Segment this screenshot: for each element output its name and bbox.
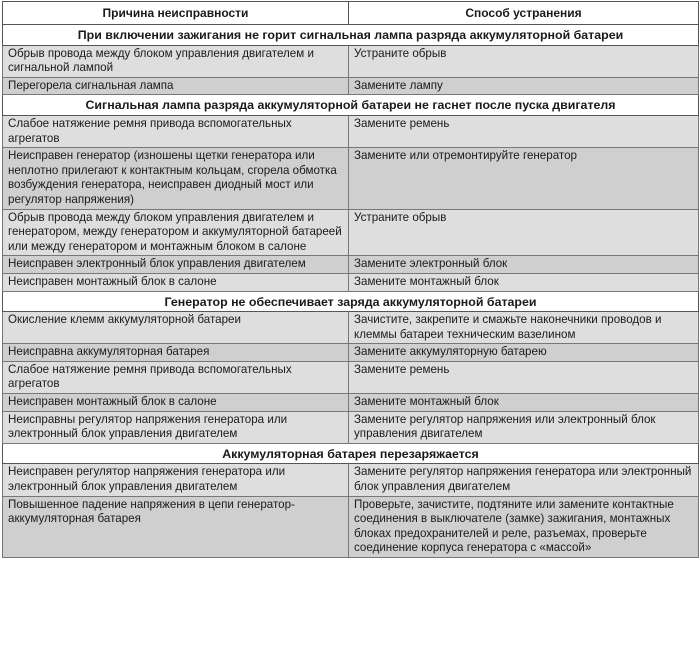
section-heading (3, 95, 699, 116)
remedy-cell: Замените монтажный блок (349, 273, 699, 291)
cause-cell: Неисправен генератор (изношены щетки генератора или неплотно прилегают к контактным кольцам, сгорела обмотка возбуждения генератора, неисправен диодный мост или регулятор напряжения) (3, 148, 349, 209)
remedy-cell: Устраните обрыв (349, 209, 699, 256)
cause-cell: Обрыв провода между блоком управления двигателем и сигнальной лампой (3, 45, 349, 77)
section-title: Сигнальная лампа разряда аккумуляторной батареи не гаснет после пуска двигателя (3, 95, 699, 116)
table-row (3, 361, 699, 393)
table-row (3, 394, 699, 412)
section-title: Генератор не обеспечивает заряда аккумуляторной батареи (3, 291, 699, 312)
section-heading (3, 25, 699, 46)
section-heading (3, 443, 699, 464)
table-header-row (3, 2, 699, 25)
cause-cell: Неисправен монтажный блок в салоне (3, 273, 349, 291)
remedy-cell: Замените ремень (349, 361, 699, 393)
cause-cell: Неисправна аккумуляторная батарея (3, 344, 349, 362)
cause-cell: Слабое натяжение ремня привода вспомогательных агрегатов (3, 115, 349, 147)
remedy-cell: Замените ремень (349, 115, 699, 147)
remedy-cell: Проверьте, зачистите, подтяните или замените контактные соединения в выключателе (замке) зажигания, монтажных блоках предохранителей и реле, разъемах, проверьте соединение корпуса генератора с «массой» (349, 496, 699, 557)
section-title: Аккумуляторная батарея перезаряжается (3, 443, 699, 464)
troubleshooting-table (2, 1, 699, 558)
remedy-cell: Замените монтажный блок (349, 394, 699, 412)
cause-cell: Неисправны регулятор напряжения генератора или электронный блок управления двигателем (3, 411, 349, 443)
section-heading (3, 291, 699, 312)
cause-cell: Неисправен монтажный блок в салоне (3, 394, 349, 412)
header-remedy: Способ устранения (349, 2, 699, 25)
table-row (3, 344, 699, 362)
remedy-cell: Замените регулятор напряжения генератора или электронный блок управления двигателем (349, 464, 699, 496)
table-row (3, 496, 699, 557)
cause-cell: Окисление клемм аккумуляторной батареи (3, 312, 349, 344)
table-row (3, 148, 699, 209)
table-row (3, 273, 699, 291)
table-row (3, 209, 699, 256)
header-cause: Причина неисправности (3, 2, 349, 25)
table-row (3, 77, 699, 95)
remedy-cell: Замените лампу (349, 77, 699, 95)
remedy-cell: Замените регулятор напряжения или электронный блок управления двигателем (349, 411, 699, 443)
cause-cell: Слабое натяжение ремня привода вспомогательных агрегатов (3, 361, 349, 393)
remedy-cell: Замените аккумуляторную батарею (349, 344, 699, 362)
section-title: При включении зажигания не горит сигнальная лампа разряда аккумуляторной батареи (3, 25, 699, 46)
table-row (3, 45, 699, 77)
cause-cell: Обрыв провода между блоком управления двигателем и генератором, между генератором и аккумуляторной батареей или между генератором и монтажным блоком в салоне (3, 209, 349, 256)
table-row (3, 115, 699, 147)
table-row (3, 256, 699, 274)
table-row (3, 464, 699, 496)
cause-cell: Повышенное падение напряжения в цепи генератор-аккумуляторная батарея (3, 496, 349, 557)
remedy-cell: Зачистите, закрепите и смажьте наконечники проводов и клеммы батареи техническим вазелином (349, 312, 699, 344)
cause-cell: Неисправен регулятор напряжения генератора или электронный блок управления двигателем (3, 464, 349, 496)
remedy-cell: Замените электронный блок (349, 256, 699, 274)
cause-cell: Перегорела сигнальная лампа (3, 77, 349, 95)
table-row (3, 411, 699, 443)
remedy-cell: Замените или отремонтируйте генератор (349, 148, 699, 209)
table-row (3, 312, 699, 344)
remedy-cell: Устраните обрыв (349, 45, 699, 77)
cause-cell: Неисправен электронный блок управления двигателем (3, 256, 349, 274)
